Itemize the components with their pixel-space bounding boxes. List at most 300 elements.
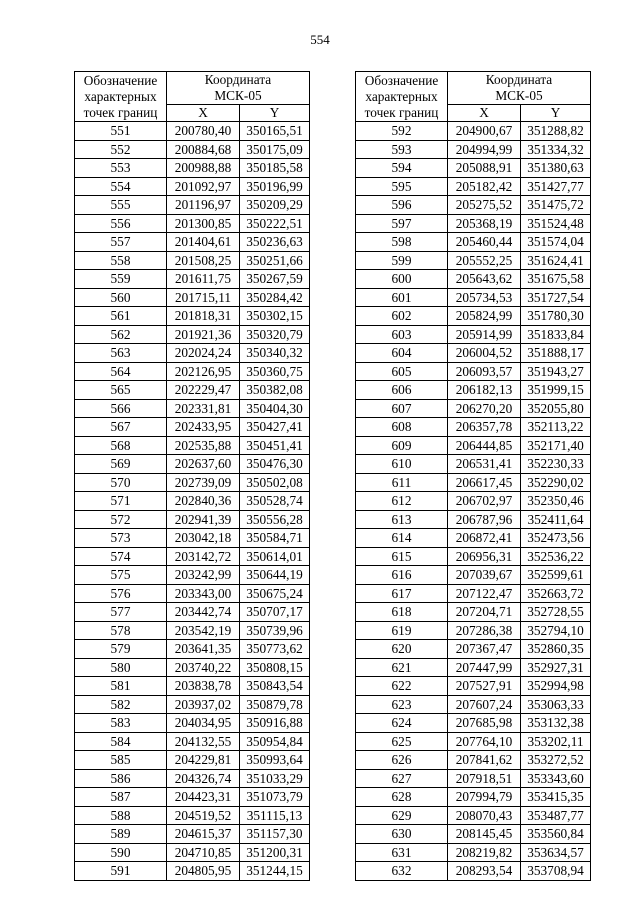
y-value: 350954,84 [240, 732, 310, 751]
table-row [356, 196, 591, 215]
x-value: 207685,98 [448, 714, 521, 733]
y-value: 351115,13 [240, 806, 310, 825]
point-number: 605 [356, 362, 448, 381]
y-value: 350707,17 [240, 603, 310, 622]
x-value: 203937,02 [167, 695, 240, 714]
table-row [356, 307, 591, 326]
point-number: 611 [356, 473, 448, 492]
y-value: 352290,02 [521, 473, 591, 492]
point-number: 615 [356, 547, 448, 566]
x-value: 207367,47 [448, 640, 521, 659]
x-value: 204229,81 [167, 751, 240, 770]
table-row [356, 381, 591, 400]
y-value: 353132,38 [521, 714, 591, 733]
point-number: 612 [356, 492, 448, 511]
point-number: 573 [75, 529, 167, 548]
table-row [75, 621, 310, 640]
header-line: характерных [365, 88, 438, 104]
y-value: 353634,57 [521, 843, 591, 862]
point-number: 626 [356, 751, 448, 770]
point-number: 580 [75, 658, 167, 677]
point-number: 574 [75, 547, 167, 566]
y-value: 352860,35 [521, 640, 591, 659]
point-number: 584 [75, 732, 167, 751]
y-value: 350614,01 [240, 547, 310, 566]
table-row [75, 288, 310, 307]
table-row [75, 714, 310, 733]
table-row [356, 140, 591, 159]
x-value: 204805,95 [167, 862, 240, 881]
point-number: 566 [75, 399, 167, 418]
table-row [356, 806, 591, 825]
point-number: 598 [356, 233, 448, 252]
x-value: 207039,67 [448, 566, 521, 585]
table-row [356, 640, 591, 659]
table-row [356, 529, 591, 548]
table-row [356, 344, 591, 363]
table-row [75, 344, 310, 363]
x-value: 203838,78 [167, 677, 240, 696]
point-number: 610 [356, 455, 448, 474]
point-number: 603 [356, 325, 448, 344]
y-value: 350209,29 [240, 196, 310, 215]
y-value: 352728,55 [521, 603, 591, 622]
table-row [75, 362, 310, 381]
header-line: характерных [84, 88, 157, 104]
page-number: 554 [310, 32, 330, 47]
x-value: 203242,99 [167, 566, 240, 585]
y-value: 351524,48 [521, 214, 591, 233]
x-value: 202433,95 [167, 418, 240, 437]
y-value: 353272,52 [521, 751, 591, 770]
table-row [75, 492, 310, 511]
x-value: 206617,45 [448, 473, 521, 492]
table-row [75, 233, 310, 252]
point-number: 602 [356, 307, 448, 326]
x-value: 202840,36 [167, 492, 240, 511]
x-value: 201818,31 [167, 307, 240, 326]
point-number: 595 [356, 177, 448, 196]
table-row [75, 140, 310, 159]
y-value: 351624,41 [521, 251, 591, 270]
y-header: Y [240, 105, 310, 122]
y-value: 353202,11 [521, 732, 591, 751]
y-value: 351033,29 [240, 769, 310, 788]
x-value: 201196,97 [167, 196, 240, 215]
y-value: 352994,98 [521, 677, 591, 696]
table-row [356, 825, 591, 844]
table-row [356, 159, 591, 178]
point-number: 554 [75, 177, 167, 196]
y-value: 350302,15 [240, 307, 310, 326]
x-value: 208145,45 [448, 825, 521, 844]
y-value: 350773,62 [240, 640, 310, 659]
y-value: 352473,56 [521, 529, 591, 548]
point-number: 613 [356, 510, 448, 529]
table-row [75, 862, 310, 881]
y-value: 350879,78 [240, 695, 310, 714]
y-value: 350916,88 [240, 714, 310, 733]
table-row [75, 122, 310, 141]
y-value: 350360,75 [240, 362, 310, 381]
x-value: 206956,31 [448, 547, 521, 566]
y-value: 350165,51 [240, 122, 310, 141]
point-number: 583 [75, 714, 167, 733]
point-number: 587 [75, 788, 167, 807]
table-row [75, 510, 310, 529]
y-value: 351943,27 [521, 362, 591, 381]
table-row [75, 695, 310, 714]
point-number: 609 [356, 436, 448, 455]
y-value: 350222,51 [240, 214, 310, 233]
y-value: 350427,41 [240, 418, 310, 437]
table-row [356, 455, 591, 474]
x-value: 204326,74 [167, 769, 240, 788]
y-value: 350404,30 [240, 399, 310, 418]
x-value: 204132,55 [167, 732, 240, 751]
header-line: МСК-05 [495, 88, 543, 103]
x-value: 205368,19 [448, 214, 521, 233]
table-row [75, 658, 310, 677]
y-value: 350808,15 [240, 658, 310, 677]
point-number: 586 [75, 769, 167, 788]
y-value: 351244,15 [240, 862, 310, 881]
table-row [356, 677, 591, 696]
table-row [356, 695, 591, 714]
point-number: 564 [75, 362, 167, 381]
point-number: 599 [356, 251, 448, 270]
point-number: 607 [356, 399, 448, 418]
point-number: 627 [356, 769, 448, 788]
y-value: 350993,64 [240, 751, 310, 770]
x-value: 205643,62 [448, 270, 521, 289]
table-row [75, 270, 310, 289]
point-number: 604 [356, 344, 448, 363]
table-row [356, 862, 591, 881]
x-value: 206093,57 [448, 362, 521, 381]
x-value: 205088,91 [448, 159, 521, 178]
y-value: 350284,42 [240, 288, 310, 307]
point-number: 594 [356, 159, 448, 178]
x-value: 205552,25 [448, 251, 521, 270]
point-number: 579 [75, 640, 167, 659]
table-row [75, 159, 310, 178]
x-value: 206702,97 [448, 492, 521, 511]
point-number: 589 [75, 825, 167, 844]
header-line: точек границ [83, 104, 158, 120]
x-value: 206004,52 [448, 344, 521, 363]
table-body-left [75, 122, 310, 881]
point-number: 571 [75, 492, 167, 511]
y-value: 351888,17 [521, 344, 591, 363]
table-row [75, 436, 310, 455]
y-value: 352055,80 [521, 399, 591, 418]
x-value: 205824,99 [448, 307, 521, 326]
y-value: 351427,77 [521, 177, 591, 196]
x-value: 205734,53 [448, 288, 521, 307]
x-value: 200988,88 [167, 159, 240, 178]
x-value: 206444,85 [448, 436, 521, 455]
point-number: 551 [75, 122, 167, 141]
x-value: 203442,74 [167, 603, 240, 622]
x-value: 201715,11 [167, 288, 240, 307]
y-value: 352230,33 [521, 455, 591, 474]
table-row [356, 492, 591, 511]
table-row [356, 621, 591, 640]
table-row [356, 547, 591, 566]
point-number: 630 [356, 825, 448, 844]
x-value: 206270,20 [448, 399, 521, 418]
y-value: 353560,84 [521, 825, 591, 844]
y-value: 353487,77 [521, 806, 591, 825]
point-number: 621 [356, 658, 448, 677]
x-value: 205182,42 [448, 177, 521, 196]
x-value: 203542,19 [167, 621, 240, 640]
point-number: 614 [356, 529, 448, 548]
x-value: 205914,99 [448, 325, 521, 344]
point-number: 588 [75, 806, 167, 825]
x-value: 203343,00 [167, 584, 240, 603]
y-value: 353063,33 [521, 695, 591, 714]
point-number: 618 [356, 603, 448, 622]
header-line: Обозначение [83, 72, 158, 88]
table-row [356, 584, 591, 603]
y-value: 350476,30 [240, 455, 310, 474]
x-value: 203740,22 [167, 658, 240, 677]
y-value: 350267,59 [240, 270, 310, 289]
x-value: 202229,47 [167, 381, 240, 400]
point-number: 570 [75, 473, 167, 492]
table-row [356, 325, 591, 344]
table-row [356, 418, 591, 437]
point-number: 563 [75, 344, 167, 363]
point-number: 569 [75, 455, 167, 474]
y-value: 352663,72 [521, 584, 591, 603]
header-line: Координата [485, 72, 553, 87]
table-row [75, 843, 310, 862]
x-value: 205275,52 [448, 196, 521, 215]
point-number: 565 [75, 381, 167, 400]
y-value: 352411,64 [521, 510, 591, 529]
y-value: 350175,09 [240, 140, 310, 159]
table-row [356, 288, 591, 307]
table-row [356, 714, 591, 733]
y-value: 350340,32 [240, 344, 310, 363]
point-number: 619 [356, 621, 448, 640]
table-row [75, 399, 310, 418]
table-row [75, 529, 310, 548]
x-value: 203042,18 [167, 529, 240, 548]
point-number: 577 [75, 603, 167, 622]
x-value: 202126,95 [167, 362, 240, 381]
x-value: 204994,99 [448, 140, 521, 159]
point-number: 559 [75, 270, 167, 289]
point-number: 625 [356, 732, 448, 751]
point-number: 572 [75, 510, 167, 529]
table-row [356, 566, 591, 585]
y-value: 351334,32 [521, 140, 591, 159]
x-value: 207286,38 [448, 621, 521, 640]
table-row [356, 177, 591, 196]
x-value: 201092,97 [167, 177, 240, 196]
y-value: 350675,24 [240, 584, 310, 603]
y-value: 351380,63 [521, 159, 591, 178]
point-number: 556 [75, 214, 167, 233]
y-value: 351073,79 [240, 788, 310, 807]
y-value: 351833,84 [521, 325, 591, 344]
point-number: 623 [356, 695, 448, 714]
y-header: Y [521, 105, 591, 122]
y-value: 353708,94 [521, 862, 591, 881]
point-number: 568 [75, 436, 167, 455]
table-row [75, 307, 310, 326]
x-value: 205460,44 [448, 233, 521, 252]
y-value: 352536,22 [521, 547, 591, 566]
point-number: 628 [356, 788, 448, 807]
x-value: 204900,67 [448, 122, 521, 141]
y-value: 351475,72 [521, 196, 591, 215]
point-number: 601 [356, 288, 448, 307]
y-value: 352350,46 [521, 492, 591, 511]
x-value: 204519,52 [167, 806, 240, 825]
point-number: 553 [75, 159, 167, 178]
table-row [356, 122, 591, 141]
point-label-header [75, 72, 167, 122]
y-value: 351200,31 [240, 843, 310, 862]
table-row [75, 677, 310, 696]
point-number: 562 [75, 325, 167, 344]
point-number: 620 [356, 640, 448, 659]
table-row [75, 547, 310, 566]
point-number: 622 [356, 677, 448, 696]
x-value: 207447,99 [448, 658, 521, 677]
y-value: 350451,41 [240, 436, 310, 455]
y-value: 351574,04 [521, 233, 591, 252]
x-value: 207204,71 [448, 603, 521, 622]
table-row [356, 251, 591, 270]
x-value: 207994,79 [448, 788, 521, 807]
point-number: 593 [356, 140, 448, 159]
x-value: 207841,62 [448, 751, 521, 770]
y-value: 352599,61 [521, 566, 591, 585]
y-value: 350382,08 [240, 381, 310, 400]
point-number: 552 [75, 140, 167, 159]
point-number: 561 [75, 307, 167, 326]
y-value: 353343,60 [521, 769, 591, 788]
point-number: 632 [356, 862, 448, 881]
point-number: 557 [75, 233, 167, 252]
x-value: 202331,81 [167, 399, 240, 418]
header-line: Обозначение [364, 72, 439, 88]
point-number: 567 [75, 418, 167, 437]
table-row [75, 788, 310, 807]
table-row [356, 510, 591, 529]
y-value: 350528,74 [240, 492, 310, 511]
x-value: 203142,72 [167, 547, 240, 566]
x-value: 202535,88 [167, 436, 240, 455]
x-value: 206182,13 [448, 381, 521, 400]
table-row [75, 196, 310, 215]
table-row [75, 640, 310, 659]
x-value: 201611,75 [167, 270, 240, 289]
x-value: 201404,61 [167, 233, 240, 252]
table-row [75, 732, 310, 751]
table-row [75, 566, 310, 585]
table-row [75, 381, 310, 400]
y-value: 351727,54 [521, 288, 591, 307]
x-value: 208219,82 [448, 843, 521, 862]
x-value: 202024,24 [167, 344, 240, 363]
table-row [75, 177, 310, 196]
x-header: X [448, 105, 521, 122]
table-row [356, 751, 591, 770]
table-row [356, 843, 591, 862]
point-number: 585 [75, 751, 167, 770]
x-value: 201508,25 [167, 251, 240, 270]
point-number: 578 [75, 621, 167, 640]
x-value: 206872,41 [448, 529, 521, 548]
coordinate-header [448, 72, 591, 105]
table-row [356, 362, 591, 381]
y-value: 350556,28 [240, 510, 310, 529]
x-value: 202941,39 [167, 510, 240, 529]
point-number: 590 [75, 843, 167, 862]
x-value: 200884,68 [167, 140, 240, 159]
x-value: 207764,10 [448, 732, 521, 751]
y-value: 350584,71 [240, 529, 310, 548]
table-row [75, 825, 310, 844]
x-value: 206357,78 [448, 418, 521, 437]
table-row [356, 399, 591, 418]
point-number: 606 [356, 381, 448, 400]
table-row [75, 325, 310, 344]
y-value: 350739,96 [240, 621, 310, 640]
y-value: 351157,30 [240, 825, 310, 844]
x-value: 207527,91 [448, 677, 521, 696]
table-row [356, 233, 591, 252]
table-row [356, 214, 591, 233]
x-value: 202739,09 [167, 473, 240, 492]
y-value: 352927,31 [521, 658, 591, 677]
x-value: 204615,37 [167, 825, 240, 844]
point-number: 591 [75, 862, 167, 881]
table-row [75, 418, 310, 437]
table-row [356, 769, 591, 788]
y-value: 352794,10 [521, 621, 591, 640]
table-row [356, 732, 591, 751]
table-row [356, 788, 591, 807]
y-value: 350320,79 [240, 325, 310, 344]
y-value: 353415,35 [521, 788, 591, 807]
table-body-right [356, 122, 591, 881]
y-value: 352113,22 [521, 418, 591, 437]
header-line: Координата [204, 72, 272, 87]
coordinate-header [167, 72, 310, 105]
table-row [75, 806, 310, 825]
x-value: 207607,24 [448, 695, 521, 714]
table-row [75, 584, 310, 603]
point-number: 581 [75, 677, 167, 696]
y-value: 351780,30 [521, 307, 591, 326]
table-row [356, 658, 591, 677]
point-number: 631 [356, 843, 448, 862]
x-value: 206531,41 [448, 455, 521, 474]
point-number: 616 [356, 566, 448, 585]
x-value: 206787,96 [448, 510, 521, 529]
point-number: 576 [75, 584, 167, 603]
y-value: 350843,54 [240, 677, 310, 696]
y-value: 350185,58 [240, 159, 310, 178]
